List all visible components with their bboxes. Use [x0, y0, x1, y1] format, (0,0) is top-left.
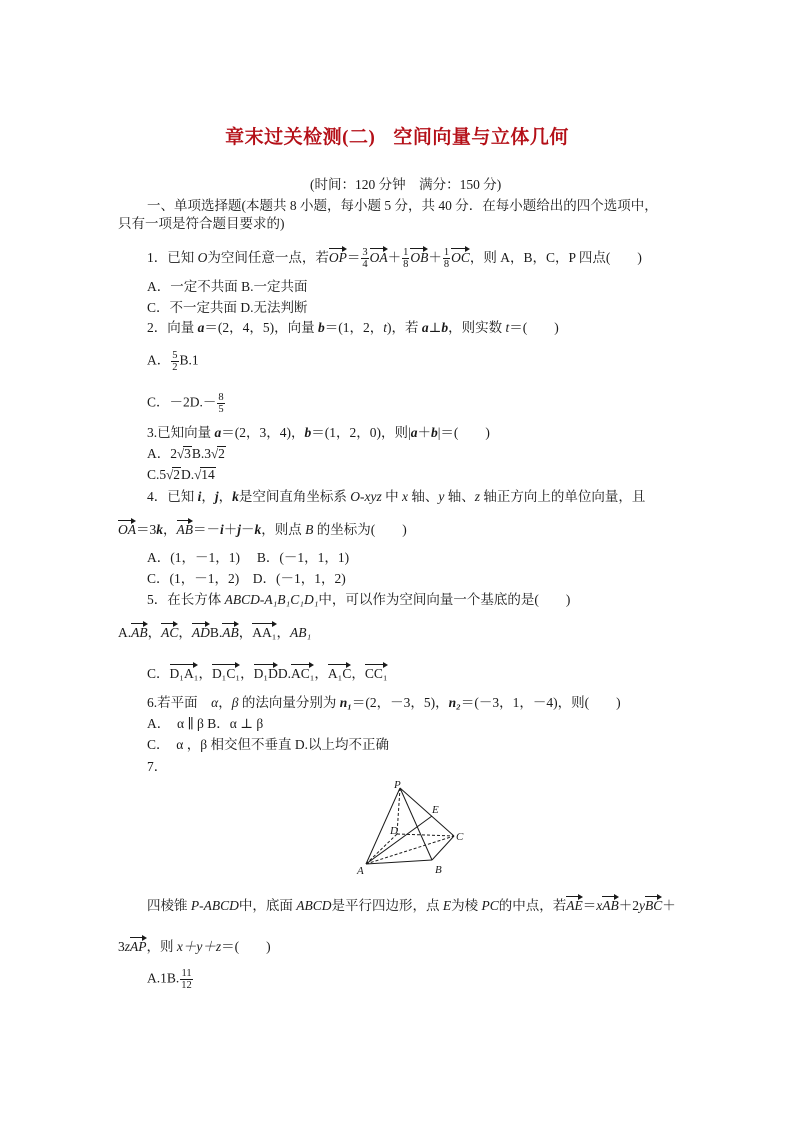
q5-options-ab: A.AB，AC，ADB.AB，AA₁，AB₁ — [118, 621, 311, 641]
time-info: (时间：120 分钟 满分：150 分) — [310, 177, 502, 192]
q1-options-ab: A．一定不共面 B.一定共面 — [147, 279, 308, 294]
edge-pb — [400, 788, 432, 860]
q1-frac1: $\frac{3}{4}$ — [362, 247, 368, 271]
q2-options-ab: A． $\frac{5}{2}$ B.1 — [147, 350, 199, 373]
q1-frac2: $\frac{1}{8}$ — [403, 247, 409, 271]
q6-options-ab: A． α ∥ β B．α ⊥ β — [147, 716, 264, 731]
pyramid-figure — [352, 778, 472, 878]
q7-stem-line2: 3zAP，则 x＋y＋z＝( ) — [118, 935, 271, 955]
q4-stem-line1: 4．已知 i，j，k是空间直角坐标系 O-xyz 中 x 轴、y 轴、z 轴正方向上的单位向量，且 — [147, 489, 646, 504]
q7-stem-line1: 四棱锥 P-ABCD中，底面 ABCD是平行四边形，点 E为棱 PC的中点，若AE＝xAB＋2yBC＋ — [147, 894, 676, 914]
label-b: B — [435, 864, 442, 876]
q7-options-ab: A.1B. $\frac{11}{12}$ — [147, 968, 192, 991]
label-a: A — [357, 865, 364, 877]
q6-stem: 6.若平面 α，β 的法向量分别为 n₁＝(2，－3，5)，n₂＝(－3，1，－4)，则( ) — [147, 695, 621, 710]
q4-options-cd: C．(1，－1，2) D．(－1，1，2) — [147, 571, 346, 586]
label-e: E — [432, 804, 439, 816]
title-part1: 章末过关检测(二) — [225, 127, 376, 148]
q7-number: 7． — [147, 759, 168, 774]
label-p: P — [394, 779, 401, 791]
section-heading-line1: 一、单项选择题(本题共 8 小题，每小题 5 分，共 40 分．在每小题给出的四个选项中， — [147, 198, 658, 213]
label-c: C — [456, 831, 464, 843]
q2-stem: 2．向量 a＝(2，4，5)，向量 b＝(1，2，t)，若 a⊥b，则实数 t＝( ) — [147, 320, 559, 335]
label-d: D — [390, 825, 398, 837]
q3-options-ab: A．2√3B.3√2 — [147, 446, 225, 461]
q2-options-cd: C．－2D.－ $\frac{8}{5}$ — [147, 392, 224, 415]
q1-frac3: $\frac{1}{8}$ — [443, 247, 450, 271]
q4-stem-line2: OA＝3k，AB＝－i＋j－k，则点 B 的坐标为( ) — [118, 518, 407, 538]
edge-pc — [400, 788, 454, 836]
q4-options-ab: A．(1，－1，1) B．(－1，1，1) — [147, 550, 350, 565]
q5-stem: 5．在长方体 ABCD-A₁B₁C₁D₁中，可以作为空间向量一个基底的是( ) — [147, 592, 571, 607]
q3-stem: 3.已知向量 a＝(2，3，4)，b＝(1，2，0)，则|a＋b|＝( ) — [147, 425, 490, 440]
q5-options-cd: C．D₁A₁，D₁C₁，D₁DD.AC₁，A₁C，CC₁ — [147, 662, 388, 682]
segment-ae — [366, 816, 432, 864]
page-title — [0, 122, 794, 149]
title-part2: 空间向量与立体几何 — [393, 127, 569, 148]
q1-options-cd: C．不一定共面 D.无法判断 — [147, 300, 308, 315]
q3-options-cd: C.5√2D.√14 — [147, 467, 215, 482]
q6-options-cd: C． α ，β 相交但不垂直 D.以上均不正确 — [147, 737, 389, 752]
q1-stem: 1．已知 O为空间任意一点，若OP＝ $\frac{3}{4}$ OA＋ $\frac{1}{8}$ OB＋ $\frac{1}{8}$ OC，则 A，B，C，P 四点( ) — [147, 247, 642, 271]
section-heading-line2: 只有一项是符合题目要求的) — [118, 216, 285, 231]
